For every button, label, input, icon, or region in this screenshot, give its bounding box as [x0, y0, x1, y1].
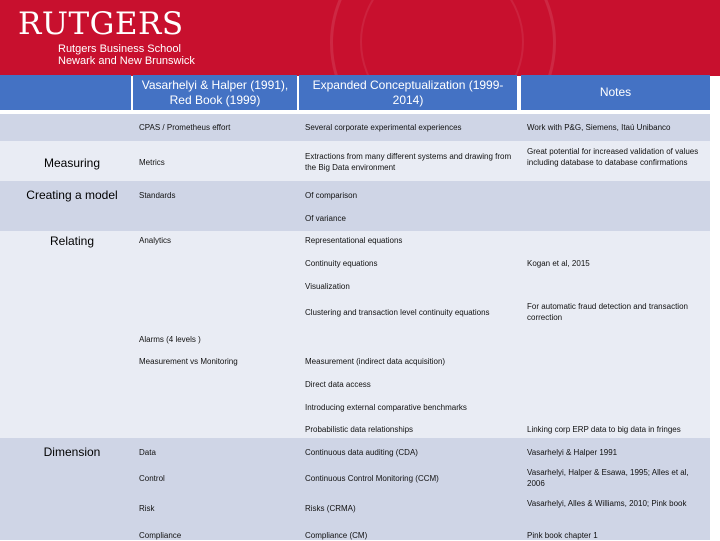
- table-cell: Compliance: [139, 531, 182, 540]
- table-cell: Standards: [139, 191, 176, 200]
- school-name: Rutgers Business School: [58, 43, 181, 55]
- campus-name: Newark and New Brunswick: [58, 55, 195, 67]
- table-cell: Alarms (4 levels ): [139, 335, 201, 344]
- table-cell: Clustering and transaction level continuity equations: [305, 308, 490, 317]
- table-cell: Visualization: [305, 282, 350, 291]
- header-col2: Expanded Conceptualization (1999-2014): [299, 75, 517, 110]
- table-cell: Vasarhelyi & Halper 1991: [527, 448, 618, 457]
- table-cell: Several corporate experimental experiences: [305, 123, 462, 132]
- table-cell: Data: [139, 448, 156, 457]
- table-cell: Risk: [139, 504, 155, 513]
- table-cell: Continuity equations: [305, 259, 378, 268]
- table-cell: Vasarhelyi, Halper & Esawa, 1995; Alles et al, 2006: [527, 468, 689, 488]
- table-cell: For automatic fraud detection and transaction correction: [527, 302, 688, 322]
- table-cell: CPAS / Prometheus effort: [139, 123, 231, 132]
- table-cell: Analytics: [139, 236, 172, 245]
- table-cell: Of variance: [305, 214, 346, 223]
- table-cell: Continuous data auditing (CDA): [305, 448, 418, 457]
- table-cell: Great potential for increased validation of values including database to database confirmations: [527, 147, 699, 167]
- table-cell: Metrics: [139, 158, 165, 167]
- table-cell: Probabilistic data relationships: [305, 425, 414, 434]
- row-label-measuring: Measuring: [43, 156, 101, 170]
- brand-header: [0, 0, 720, 76]
- seal-watermark-inner: [360, 0, 524, 76]
- table-cell: Of comparison: [305, 191, 358, 200]
- table-cell: Risks (CRMA): [305, 504, 356, 513]
- header-col1: Vasarhelyi & Halper (1991), Red Book (1999): [133, 75, 297, 110]
- table-cell: Direct data access: [305, 380, 371, 389]
- header-cell-blank: [0, 75, 131, 110]
- row-label-dimension: Dimension: [43, 445, 101, 459]
- table-cell: Measurement (indirect data acquisition): [305, 357, 446, 366]
- header-col3: Notes: [521, 75, 710, 110]
- row-label-creating: Creating a model: [26, 188, 118, 202]
- table-cell: Compliance (CM): [305, 531, 368, 540]
- rutgers-logo: RUTGERS: [18, 6, 184, 42]
- table-cell: Introducing external comparative benchmarks: [305, 403, 467, 412]
- table-cell: Work with P&G, Siemens, Itaú Unibanco: [527, 123, 671, 132]
- row-label-relating: Relating: [49, 234, 95, 248]
- table-cell: Control: [139, 474, 165, 483]
- table-cell: Linking corp ERP data to big data in fringes: [527, 425, 681, 434]
- table-cell: Measurement vs Monitoring: [139, 357, 238, 366]
- table-cell: Vasarhelyi, Alles & Williams, 2010; Pink book: [527, 499, 687, 508]
- table-cell: Representational equations: [305, 236, 403, 245]
- table-cell: Kogan et al, 2015: [527, 259, 590, 268]
- table-cell: Pink book chapter 1: [527, 531, 598, 540]
- table-cell: Continuous Control Monitoring (CCM): [305, 474, 439, 483]
- table-cell: Extractions from many different systems and drawing from the Big Data environment: [305, 152, 512, 172]
